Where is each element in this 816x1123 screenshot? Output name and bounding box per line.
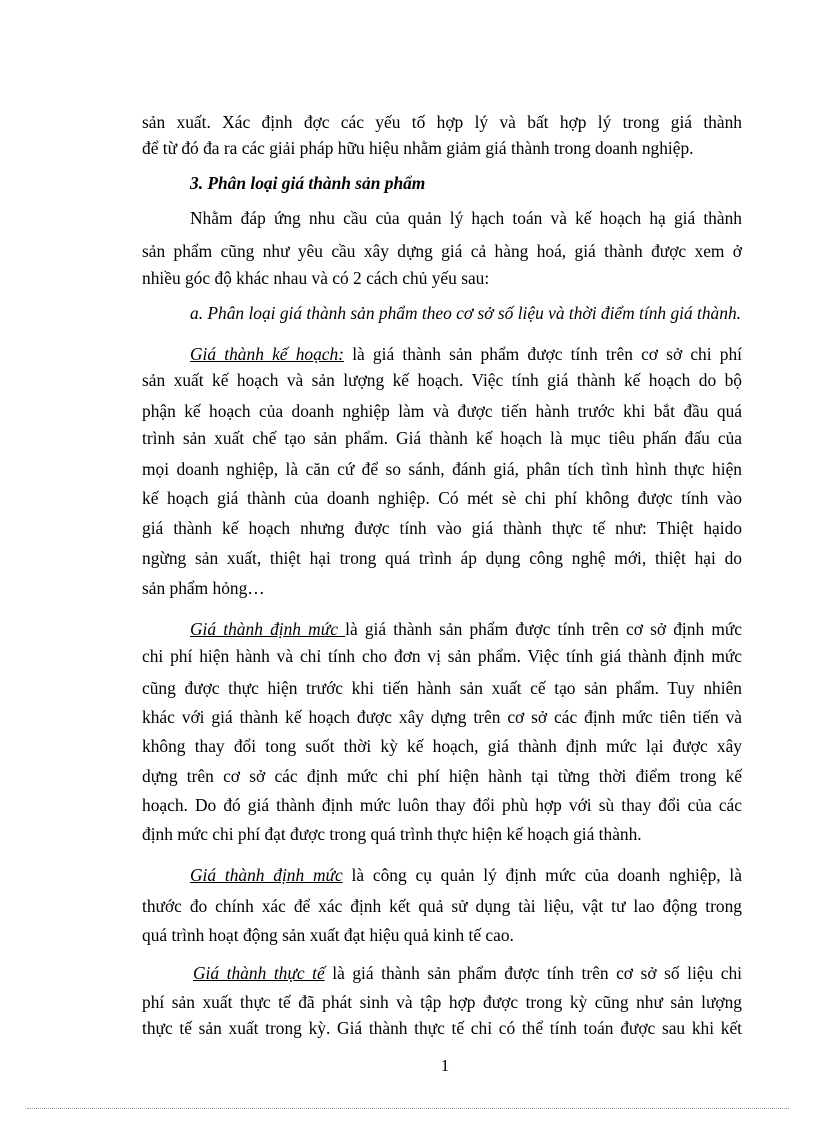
p4-lead-text: là công cụ quản lý định mức của doanh nghiệp, là	[342, 865, 742, 885]
p2-line-7: giá thành kế hoạch nhưng được tính vào giá thành thực tế như: Thiệt hạido	[142, 518, 742, 538]
p2-line-1	[190, 343, 742, 365]
p2-line-4: trình sản xuất chế tạo sản phẩm. Giá thành kế hoạch là mục tiêu phấn đấu của	[142, 428, 742, 448]
p2-line-2: sản xuất kế hoạch và sản lượng kế hoạch. Việc tính giá thành kế hoạch do bộ	[142, 370, 742, 390]
p1-line-1: Nhằm đáp ứng nhu cầu của quản lý hạch toán và kế hoạch hạ giá thành	[190, 208, 742, 228]
p4-line-2: thước đo chính xác để xác định kết quả sử dụng tài liệu, vật tư lao động trong	[142, 896, 742, 916]
p2-line-3: phận kế hoạch của doanh nghiệp làm và được tiến hành trước khi bắt đầu quá	[142, 401, 742, 421]
p2-line-6: kế hoạch giá thành của doanh nghiệp. Có mét sè chi phí không được tính vào	[142, 488, 742, 508]
p5-line-3: thực tế sản xuất trong kỳ. Giá thành thực tế chỉ có thể tính toán được sau khi kết	[142, 1018, 742, 1038]
section-heading: 3. Phân loại giá thành sản phẩm	[190, 173, 426, 193]
p2-line-5: mọi doanh nghiệp, là căn cứ để so sánh, đánh giá, phân tích tình hình thực hiện	[142, 459, 742, 479]
p4-line-3: quá trình hoạt động sản xuất đạt hiệu quả kinh tế cao.	[142, 925, 514, 945]
term-planned-cost: Giá thành kế hoạch:	[190, 344, 344, 364]
p3-line-8: định mức chi phí đạt được trong quá trình thực hiện kế hoạch giá thành.	[142, 824, 642, 844]
p5-line-1	[193, 962, 742, 984]
intro-line-2: để từ đó đa ra các giải pháp hữu hiệu nhằm giảm giá thành trong doanh nghiệp.	[142, 138, 694, 158]
p2-line-9: sản phẩm hỏng…	[142, 578, 265, 598]
term-standard-cost-2: Giá thành định mức	[190, 865, 343, 885]
p3-line-4: khác với giá thành kế hoạch được xây dựng trên cơ sở các định mức tiên tiến và	[142, 707, 742, 727]
p3-line-7: hoạch. Do đó giá thành định mức luôn thay đổi phù hợp với sù thay đổi của các	[142, 795, 742, 815]
page-number: 1	[440, 1056, 450, 1075]
p1-line-2: sản phẩm cũng như yêu cầu xây dựng giá cả hàng hoá, giá thành được xem ở	[142, 241, 742, 261]
footer-dotted-rule	[27, 1108, 789, 1109]
p3-line-5: không thay đổi tong suốt thời kỳ kế hoạch, giá thành định mức lại được xây	[142, 736, 742, 756]
term-actual-cost: Giá thành thực tế	[193, 963, 325, 983]
p1-line-3: nhiều góc độ khác nhau và có 2 cách chủ yếu sau:	[142, 268, 490, 288]
p3-line-2: chi phí hiện hành và chỉ tính cho đơn vị sản phẩm. Việc tính giá thành định mức	[142, 646, 742, 666]
p3-lead-text: là giá thành sản phẩm được tính trên cơ sở định mức	[345, 619, 742, 639]
intro-line-1: sản xuất. Xác định đợc các yếu tố hợp lý và bất hợp lý trong giá thành	[142, 112, 742, 132]
term-standard-cost: Giá thành định mức	[190, 619, 346, 639]
p3-line-6: dựng trên cơ sở các định mức chi phí hiện hành tại từng thời điểm trong kế	[142, 766, 742, 786]
p5-line-2: phí sản xuất thực tế đã phát sinh và tập hợp được trong kỳ cũng như sản lượng	[142, 992, 742, 1012]
p3-line-3: cũng được thực hiện trước khi tiến hành sản xuất cế tạo sản phẩm. Tuy nhiên	[142, 678, 742, 698]
p2-line-8: ngừng sản xuất, thiệt hại trong quá trình áp dụng công nghệ mới, thiệt hại do	[142, 548, 742, 568]
subheading: a. Phân loại giá thành sản phẩm theo cơ sở số liệu và thời điểm tính giá thành.	[190, 303, 741, 323]
p4-line-1	[190, 864, 742, 886]
p3-line-1	[190, 618, 742, 640]
p5-lead-text: là giá thành sản phẩm được tính trên cơ sở số liệu chi	[324, 963, 742, 983]
p2-lead-text: là giá thành sản phẩm được tính trên cơ sở chi phí	[344, 344, 742, 364]
